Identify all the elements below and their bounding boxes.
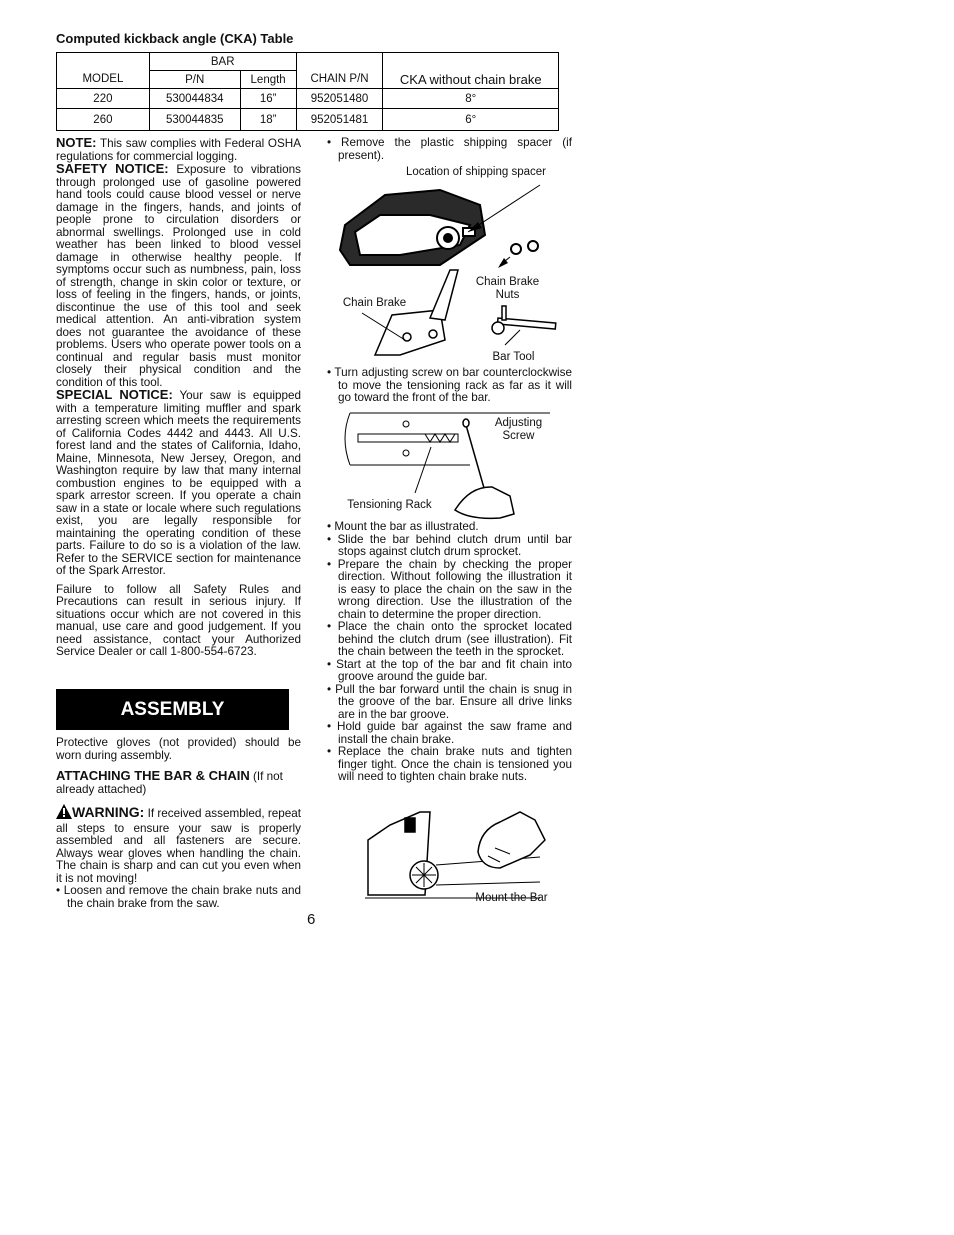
- row-chain: 952051481: [296, 109, 383, 131]
- row-chain: 952051480: [296, 89, 383, 109]
- left-column-bottom: [56, 737, 301, 910]
- bullet-loosen: • Loosen and remove the chain brake nuts and the chain brake from the saw.: [56, 884, 301, 910]
- fig2-adjusting-label: Adjusting Screw: [494, 417, 543, 442]
- header-bar: BAR: [149, 53, 296, 71]
- bullet-item: • Start at the top of the bar and fit chain into groove around the guide bar.: [327, 657, 572, 683]
- bullet-spacer-text: • Remove the plastic shipping spacer (if present).: [327, 136, 572, 162]
- failure-paragraph: Failure to follow all Safety Rules and Precautions can result in serious injury. If situations occur which are not covered in this manual, use care and good judgement. If you need assistance, contact your Authorized Service Dealer or call 1-800-554-6723.: [56, 582, 301, 658]
- nut-icon: [511, 244, 521, 254]
- attach-label: ATTACHING THE BAR & CHAIN: [56, 768, 250, 783]
- bar-tool-drawing: [492, 306, 556, 334]
- special-text: Your saw is equipped with a temperature limiting muffler and spark arresting screen which meets the requirements of California Codes 4442 and 4443. All U.S. forest land and the states of California, Idaho, Maine, Minnesota, New Jersey, Oregon, and Washington require by law that many internal combustion engines to be equipped with a spark arrestor screen. If you operate a chain saw in a state or locale where such regulations exist, you are legally responsible for maintaining the operating condition of these parts. Failure to do so is a violation of the law. Refer to the SERVICE section for maintenance of the Spark Arrestor.: [56, 389, 301, 577]
- special-label: SPECIAL NOTICE:: [56, 387, 173, 402]
- safety-paragraph: [56, 163, 301, 389]
- bullet-item: • Slide the bar behind clutch drum until bar stops against clutch drum sprocket.: [327, 532, 572, 558]
- row-length: 16”: [240, 89, 296, 109]
- special-paragraph: [56, 389, 301, 578]
- row-model: 260: [57, 109, 150, 131]
- fig3-caption: Mount the Bar: [475, 892, 548, 904]
- bullet-item: • Hold guide bar against the saw frame and install the chain brake.: [327, 720, 572, 746]
- mount-bar-drawing: [365, 812, 545, 898]
- note-label: NOTE:: [56, 135, 97, 150]
- safety-text: Exposure to vibrations through prolonged use of gasoline powered hand tools could cause blood vessel or nerve damage in the fingers, hands, and joints of people prone to circulation disorders or abnormal swellings. Prolonged use in cold weather has been linked to blood vessel damage in otherwise healthy people. If symptoms occur such as numbness, pain, loss of strength, change in skin color or texture, or loss of feeling in the fingers, hands, or joints, discontinue the use of this tool and seek medical attention. An anti-vibration system does not guarantee the avoidance of these problems. Users who operate power tools on a continual and regular basis must monitor closely their physical condition and the condition of this tool.: [56, 163, 301, 389]
- nut-icon: [528, 241, 538, 251]
- page-number: 6: [307, 911, 316, 928]
- row-pn: 530044834: [149, 89, 240, 109]
- header-length: Length: [240, 71, 296, 89]
- cka-table: [56, 52, 559, 131]
- row-model: 220: [57, 89, 150, 109]
- table-title: Computed kickback angle (CKA) Table: [56, 31, 294, 46]
- right-bullet-turn: [327, 367, 572, 405]
- bullet-turn-text: • Turn adjusting screw on bar counterclockwise to move the tensioning rack as far as it will go toward the front of the bar.: [327, 366, 572, 404]
- header-chain-pn: CHAIN P/N: [296, 71, 383, 89]
- row-pn: 530044835: [149, 109, 240, 131]
- bullet-item: • Pull the bar forward until the chain is snug in the groove of the bar. Ensure all drive links are in the bar groove.: [327, 682, 572, 721]
- note-paragraph: [56, 137, 301, 163]
- fig1-nuts-label: Chain Brake Nuts: [475, 276, 540, 301]
- row-cka: 6°: [383, 109, 559, 131]
- note-text: This saw complies with Federal OSHA regulations for commercial logging.: [56, 137, 301, 163]
- chain-brake-drawing: [375, 270, 458, 355]
- warning-paragraph: [56, 804, 301, 885]
- warning-text: If received assembled, repeat all steps to ensure your saw is properly assembled and all fasteners are secure. Always wear gloves when handling the chain. The chain is sharp and can cut you even when it is not moving!: [56, 807, 301, 885]
- row-cka: 8°: [383, 89, 559, 109]
- fig1-chain-brake-label: Chain Brake: [342, 297, 407, 309]
- header-pn: P/N: [149, 71, 240, 89]
- safety-label: SAFETY NOTICE:: [56, 161, 169, 176]
- warning-label: WARNING:: [72, 804, 145, 820]
- bullet-item: • Place the chain onto the sprocket located behind the clutch drum (see illustration). Fit the chain between the teeth in the sprocket.: [327, 620, 572, 658]
- bullet-item: • Replace the chain brake nuts and tighten finger tight. Once the chain is tensioned you will need to tighten chain brake nuts.: [327, 745, 572, 783]
- right-bullet-spacer: [327, 137, 572, 162]
- saw-body-drawing: [340, 190, 485, 265]
- left-column-top: [56, 137, 301, 659]
- fig1-bar-tool-label: Bar Tool: [492, 351, 535, 363]
- row-length: 18”: [240, 109, 296, 131]
- attach-note: (If not already attached): [56, 770, 283, 796]
- gloves-paragraph: Protective gloves (not provided) should be worn during assembly.: [56, 736, 301, 762]
- assembly-banner: ASSEMBLY: [56, 689, 289, 730]
- header-model: MODEL: [57, 71, 150, 89]
- bullet-item: • Mount the bar as illustrated.: [327, 520, 479, 533]
- attach-heading: [56, 770, 301, 796]
- right-bullets: [327, 521, 572, 784]
- fig2-rack-label: Tensioning Rack: [347, 499, 432, 511]
- bullet-item: • Prepare the chain by checking the proper direction. Without following the illustration it is easy to place the chain on the saw in the wrong direction. Use the illustration of the chain to determine the proper direction.: [327, 557, 572, 621]
- warning-icon: [56, 804, 72, 823]
- header-cka: CKA without chain brake: [383, 71, 559, 89]
- fig1-location-label: Location of shipping spacer: [405, 166, 546, 178]
